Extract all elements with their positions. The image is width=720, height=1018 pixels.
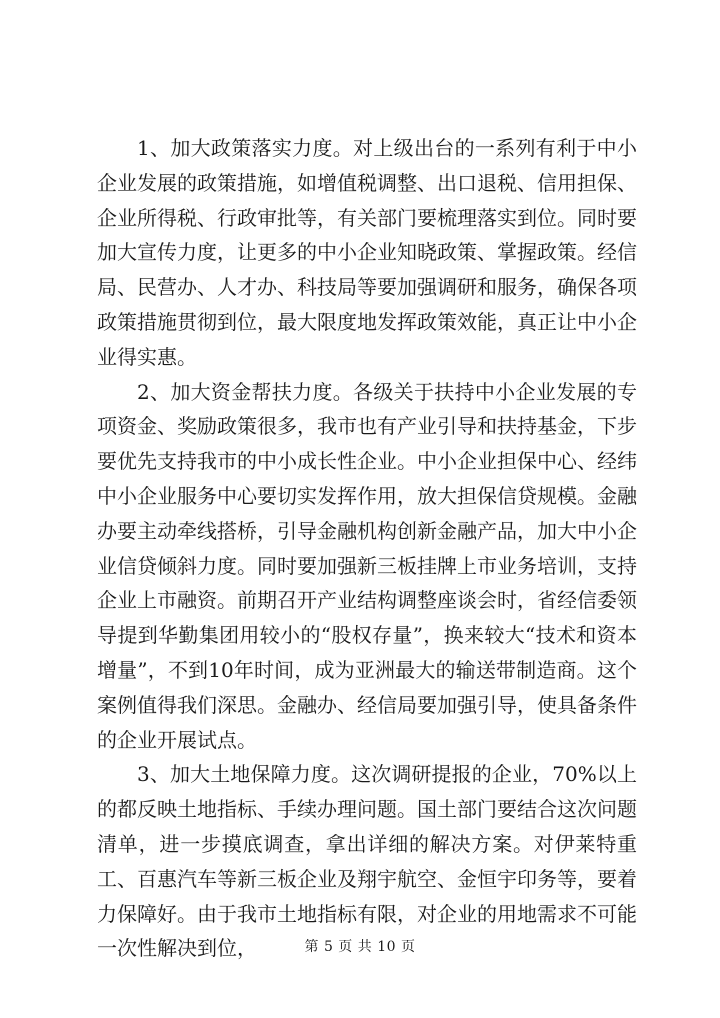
document-body (97, 131, 637, 966)
page-number-footer: 第 5 页 共 10 页 (304, 939, 416, 955)
paragraph-land: 3、加大土地保障力度。这次调研提报的企业，70%以上的都反映土地指标、手续办理问题。国土部门要结合这次问题清单，进一步摸底调查，拿出详细的解决方案。对伊莱特重工、百惠汽车等新三板企业及翔宇航空、金恒宇印务等，要着力保障好。由于我市土地指标有限，对企业的用地需求不可能一次性解决到位， (97, 762, 637, 961)
paragraph-funding: 2、加大资金帮扶力度。各级关于扶持中小企业发展的专项资金、奖励政策很多，我市也有产业引导和扶持基金，下步要优先支持我市的中小成长性企业。中小企业担保中心、经纬中小企业服务中心要切实发挥作用，放大担保信贷规模。金融办要主动牵线搭桥，引导金融机构创新金融产品，加大中小企业信贷倾斜力度。同时要加强新三板挂牌上市业务培训，支持企业上市融资。前期召开产业结构调整座谈会时，省经信委领导提到华勤集团用较小的“股权存量”，换来较大“技术和资本增量”，不到10年时间，成为亚洲最大的输送带制造商。这个案例值得我们深思。金融办、经信局要加强引导，使具备条件的企业开展试点。 (97, 379, 637, 752)
paragraph-policy: 1、加大政策落实力度。对上级出台的一系列有利于中小企业发展的政策措施，如增值税调整、出口退税、信用担保、企业所得税、行政审批等，有关部门要梳理落实到位。同时要加大宣传力度，让更多的中小企业知晓政策、掌握政策。经信局、民营办、人才办、科技局等要加强调研和服务，确保各项政策措施贯彻到位，最大限度地发挥政策效能，真正让中小企业得实惠。 (97, 136, 637, 369)
